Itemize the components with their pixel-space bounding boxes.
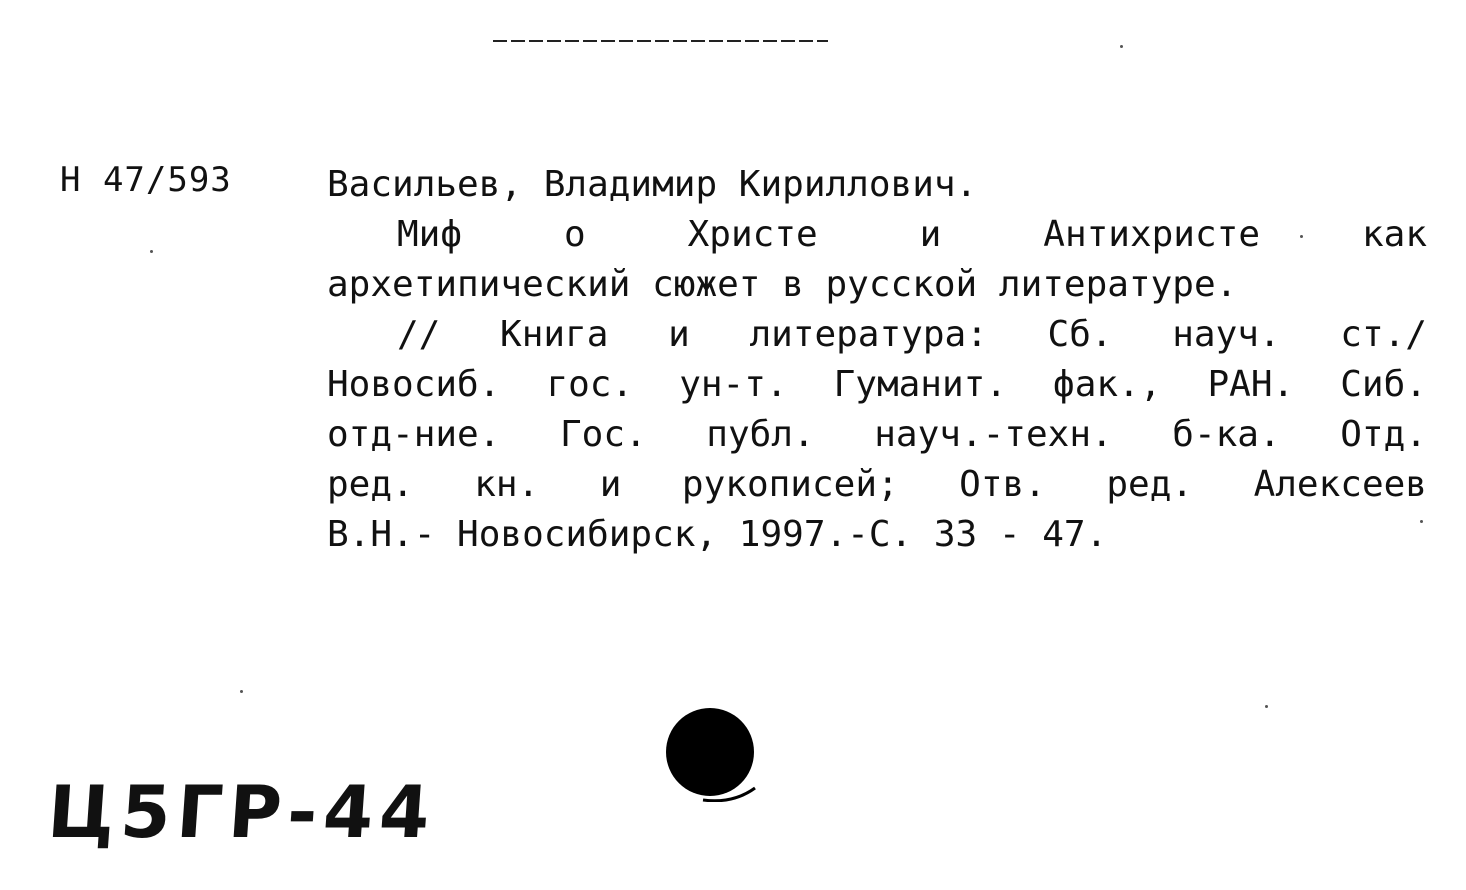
source-word: и <box>668 314 690 355</box>
source-line-1 <box>327 310 1427 360</box>
title-line-1 <box>327 210 1427 260</box>
source-word: Отд. <box>1340 414 1427 455</box>
source-word: гос. <box>546 364 634 405</box>
source-word: Отв. <box>959 464 1046 505</box>
source-word: РАН. <box>1207 364 1295 405</box>
source-word: б-ка. <box>1172 414 1281 455</box>
author-heading: Васильев, Владимир Кириллович. <box>327 164 978 205</box>
scan-speck <box>240 690 243 693</box>
source-word: публ. <box>706 414 815 455</box>
title-word: Миф <box>397 214 463 255</box>
source-line-3 <box>327 410 1427 460</box>
source-word: ред. <box>1106 464 1194 505</box>
source-word: Сиб. <box>1340 364 1427 405</box>
source-word: и <box>599 464 622 505</box>
scan-speck <box>1265 705 1268 708</box>
punch-hole <box>663 708 757 802</box>
source-word: литература: <box>749 314 988 355</box>
source-line-4 <box>327 460 1427 510</box>
source-line-2 <box>327 360 1427 410</box>
source-line-5: В.Н.- Новосибирск, 1997.-С. 33 - 47. <box>327 514 1108 555</box>
title-word: о <box>563 214 586 255</box>
source-word: науч.-техн. <box>874 414 1113 455</box>
scan-speck <box>150 250 153 253</box>
source-word: Гос. <box>559 414 647 455</box>
source-word: Книга <box>500 314 609 355</box>
top-dashed-rule <box>493 40 828 42</box>
source-word: ун-т. <box>679 364 788 405</box>
source-word: фак., <box>1053 364 1162 405</box>
source-word: // <box>397 314 441 355</box>
bibliographic-entry <box>327 160 1427 560</box>
source-word: отд-ние. <box>327 414 501 455</box>
scan-speck <box>1120 45 1123 48</box>
source-word: Гуманит. <box>833 364 1007 405</box>
source-word: Новосиб. <box>327 364 501 405</box>
source-word: Сб. <box>1047 314 1113 355</box>
scan-speck <box>1420 520 1423 523</box>
title-word: как <box>1361 214 1427 255</box>
title-word: Христе <box>687 214 818 255</box>
title-word: Антихристе <box>1043 214 1261 255</box>
source-word: ред. <box>327 464 414 505</box>
title-word: и <box>919 214 942 255</box>
title-line-2: архетипический сюжет в русской литературе. <box>327 264 1238 305</box>
shelf-mark: Н 47/593 <box>60 160 232 200</box>
source-word: рукописей; <box>681 464 899 505</box>
scan-speck <box>1300 235 1303 238</box>
source-word: Алексеев <box>1253 464 1427 505</box>
handwritten-code: Ц5ГР-44 <box>45 770 439 854</box>
source-word: науч. <box>1172 314 1281 355</box>
source-word: кн. <box>474 464 540 505</box>
source-word: ст./ <box>1340 314 1427 355</box>
